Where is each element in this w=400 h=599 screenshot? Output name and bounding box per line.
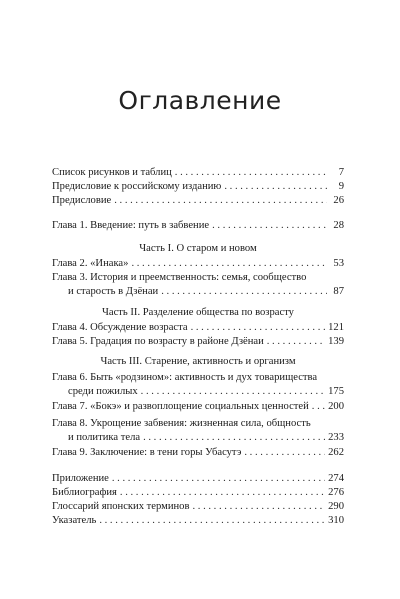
dot-leader — [175, 166, 327, 179]
toc-entry-label: Библиография — [52, 487, 117, 498]
dot-leader — [112, 472, 325, 485]
toc-entry-chapter-3[interactable] — [52, 285, 344, 298]
toc-entry-chapter-8-line1[interactable]: Глава 8. Укрощение забвения: жизненная сила, общность — [52, 418, 311, 429]
dot-leader — [267, 335, 325, 348]
toc-entry-label: Указатель — [52, 515, 97, 526]
dot-leader — [131, 257, 327, 270]
toc-entry-page: 310 — [328, 515, 344, 526]
toc-entry-page: 262 — [328, 447, 344, 458]
dot-leader — [114, 194, 327, 207]
dot-leader — [192, 500, 325, 513]
toc-entry-russian-preface[interactable] — [52, 180, 344, 193]
dot-leader — [99, 514, 325, 527]
toc-entry-page: 175 — [328, 386, 344, 397]
toc-entry-page: 121 — [328, 322, 344, 333]
dot-leader — [312, 400, 325, 413]
toc-entry-preface[interactable] — [52, 194, 344, 207]
dot-leader — [244, 446, 325, 459]
toc-entry-appendix[interactable] — [52, 472, 344, 485]
toc-entry-label: Глава 9. Заключение: в тени горы Убасутэ — [52, 447, 242, 458]
toc-entry-chapter-1[interactable] — [52, 219, 344, 232]
toc-entry-chapter-6[interactable] — [52, 385, 344, 398]
toc-entry-page: 200 — [328, 401, 344, 412]
toc-entry-page: 26 — [333, 195, 344, 206]
part-heading-2: Часть II. Разделение общества по возрасту — [102, 307, 294, 318]
dot-leader — [143, 431, 325, 444]
toc-entry-page: 290 — [328, 501, 344, 512]
toc-entry-label: Глава 5. Градация по возрасту в районе Дзёнаи — [52, 336, 264, 347]
toc-entry-page: 7 — [338, 167, 344, 178]
toc-entry-page: 53 — [333, 258, 344, 269]
page-title: Оглавление — [118, 86, 282, 115]
toc-entry-page: 139 — [328, 336, 344, 347]
toc-entry-index[interactable] — [52, 514, 344, 527]
toc-entry-label: и политика тела — [68, 432, 141, 443]
toc-entry-chapter-5[interactable] — [52, 335, 344, 348]
dot-leader — [120, 486, 325, 499]
dot-leader — [141, 385, 325, 398]
toc-entry-bibliography[interactable] — [52, 486, 344, 499]
toc-entry-chapter-7[interactable] — [52, 400, 344, 413]
toc-entry-label: и старость в Дзёнаи — [68, 286, 159, 297]
toc-entry-page: 274 — [328, 473, 344, 484]
toc-entry-chapter-8[interactable] — [52, 431, 344, 444]
toc-entry-label: среди пожилых — [68, 386, 138, 397]
dot-leader — [212, 219, 327, 232]
toc-entry-page: 28 — [333, 220, 344, 231]
part-heading-1: Часть I. О старом и новом — [139, 243, 257, 254]
toc-entry-chapter-3-line1[interactable]: Глава 3. История и преемственность: семья, сообщество — [52, 272, 307, 283]
toc-entry-page: 87 — [333, 286, 344, 297]
toc-entry-label: Глава 2. «Инака» — [52, 258, 129, 269]
dot-leader — [224, 180, 327, 193]
toc-entry-chapter-6-line1[interactable]: Глава 6. Быть «родзином»: активность и дух товарищества — [52, 372, 318, 383]
toc-entry-label: Глава 1. Введение: путь в забвение — [52, 220, 210, 231]
dot-leader — [161, 285, 327, 298]
dot-leader — [191, 321, 326, 334]
toc-entry-chapter-4[interactable] — [52, 321, 344, 334]
toc-entry-label: Глоссарий японских терминов — [52, 501, 190, 512]
toc-entry-chapter-9[interactable] — [52, 446, 344, 459]
toc-entry-label: Глава 4. Обсуждение возраста — [52, 322, 188, 333]
toc-entry-label: Приложение — [52, 473, 109, 484]
toc-entry-glossary[interactable] — [52, 500, 344, 513]
toc-entry-label: Глава 7. «Бокэ» и развоплощение социальных ценностей — [52, 401, 309, 412]
toc-entry-page: 276 — [328, 487, 344, 498]
part-heading-3: Часть III. Старение, активность и организм — [100, 356, 296, 367]
toc-entry-chapter-2[interactable] — [52, 257, 344, 270]
toc-entry-label: Предисловие к российскому изданию — [52, 181, 222, 192]
toc-entry-figures[interactable] — [52, 166, 344, 179]
toc-entry-label: Предисловие — [52, 195, 112, 206]
toc-entry-page: 9 — [338, 181, 344, 192]
toc-entry-label: Список рисунков и таблиц — [52, 167, 172, 178]
toc-entry-page: 233 — [328, 432, 344, 443]
